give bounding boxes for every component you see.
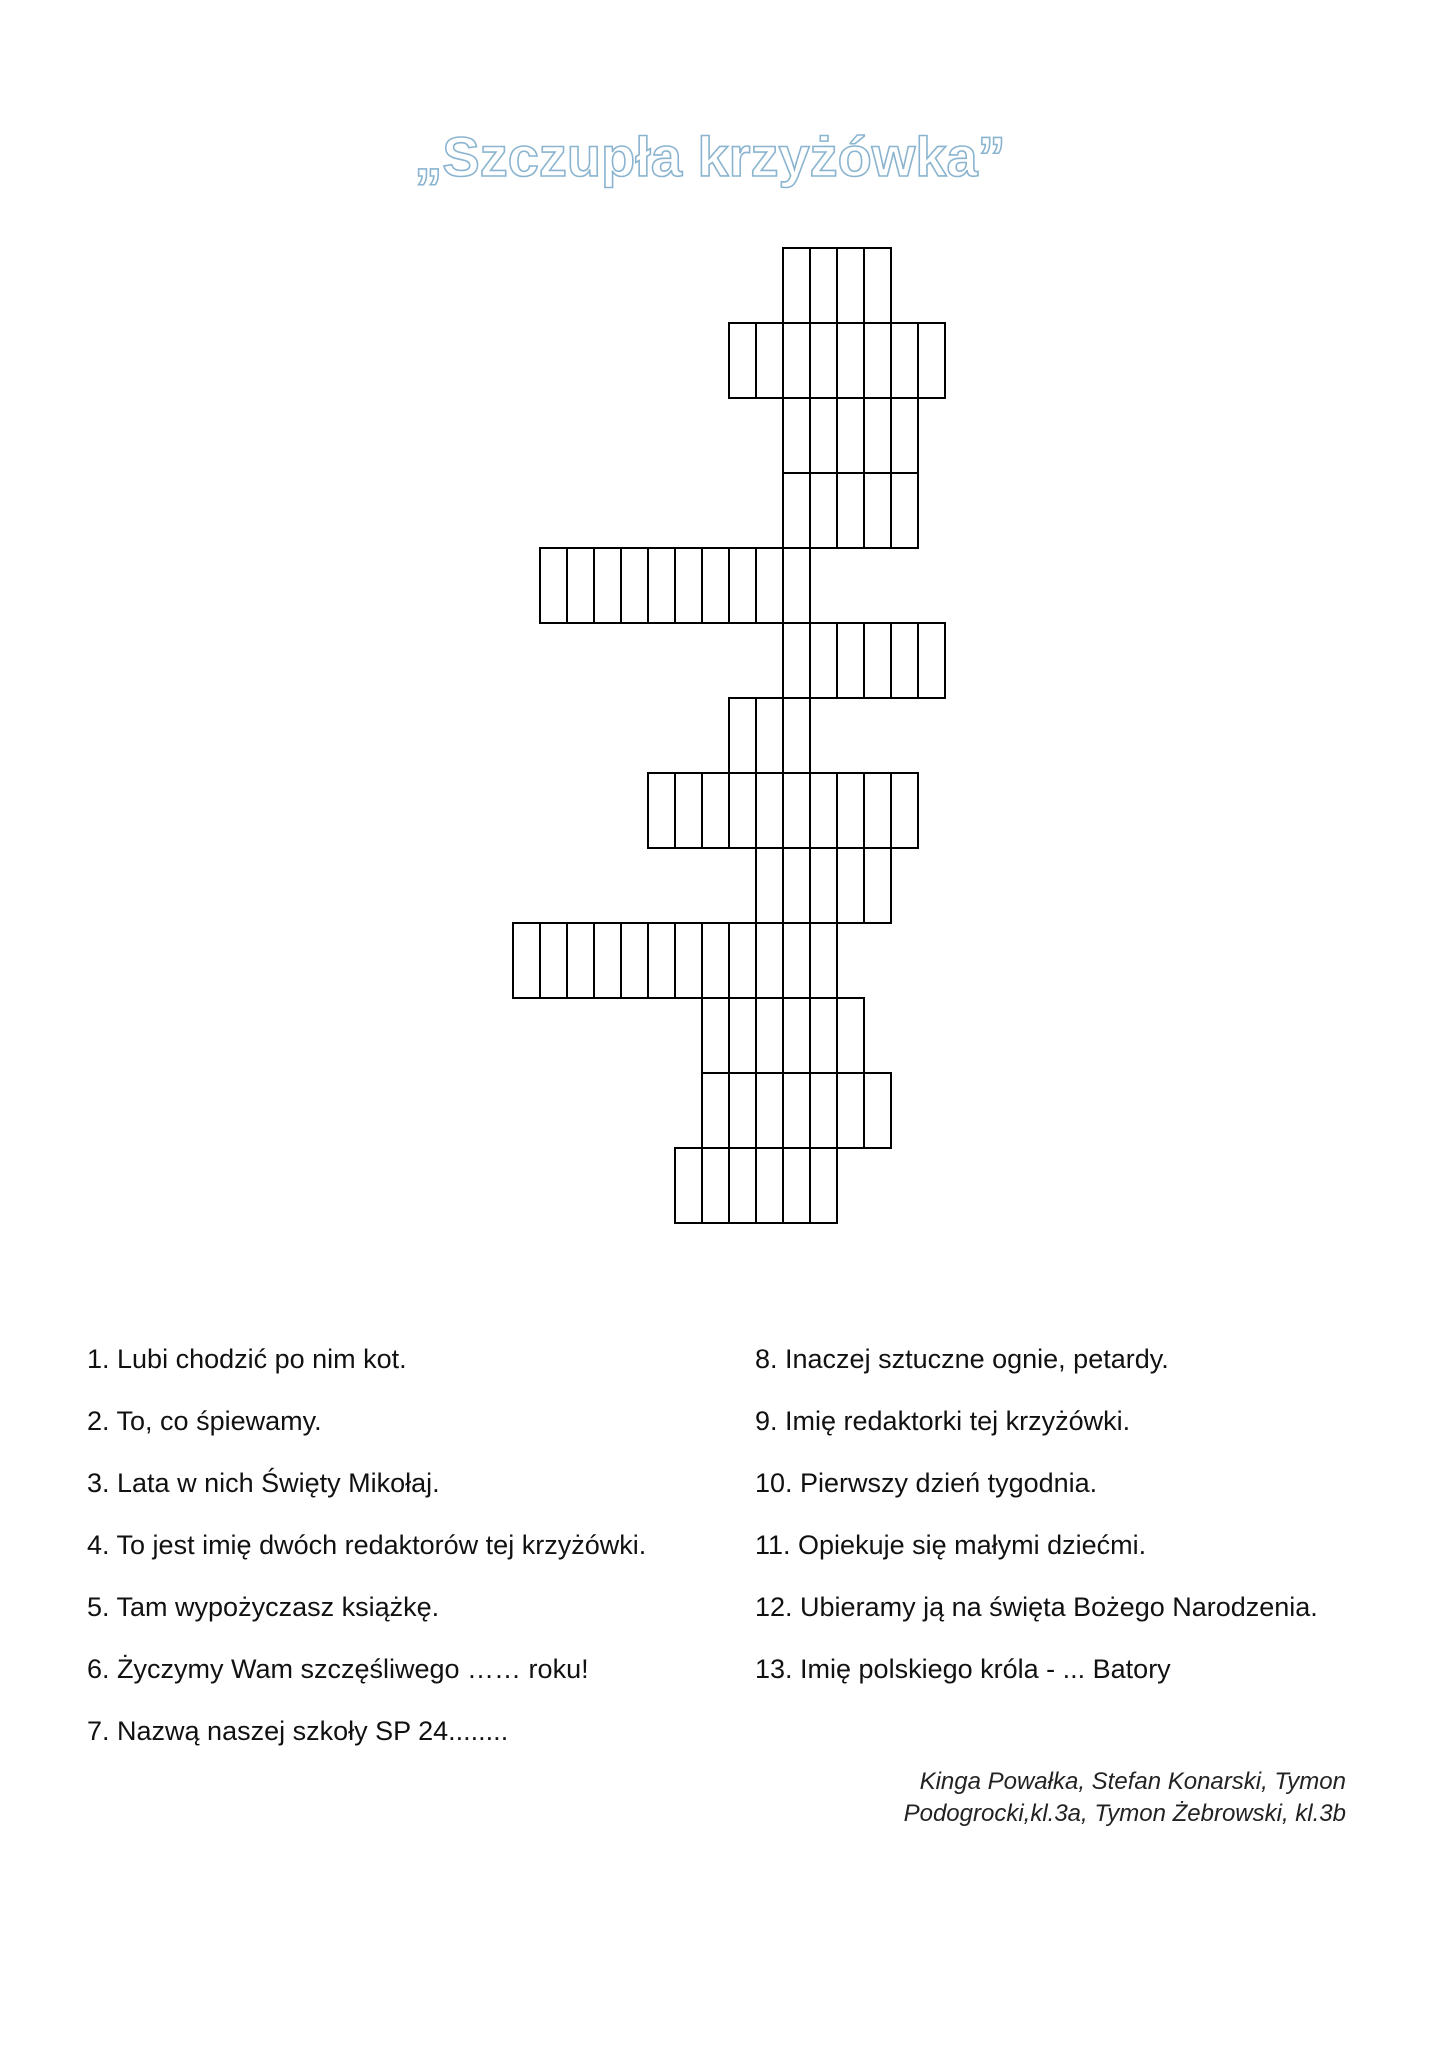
title-text: „Szczupła krzyżówka”: [414, 125, 1006, 188]
clues-left-column: [87, 1340, 667, 1774]
crossword-row-7: [729, 698, 810, 773]
crossword-row-1: [783, 248, 891, 323]
crossword-cell[interactable]: [837, 773, 864, 848]
crossword-cell[interactable]: [864, 848, 891, 923]
clue-8: 8. Inaczej sztuczne ognie, petardy.: [755, 1344, 1169, 1374]
crossword-cell[interactable]: [756, 548, 783, 623]
crossword-cell[interactable]: [810, 773, 837, 848]
crossword-cell[interactable]: [594, 923, 621, 998]
crossword-cell[interactable]: [864, 398, 891, 473]
crossword-cell[interactable]: [729, 1073, 756, 1148]
crossword-cell[interactable]: [702, 1148, 729, 1223]
crossword-cell[interactable]: [891, 398, 918, 473]
crossword-row-11: [702, 998, 864, 1073]
crossword-cell[interactable]: [756, 923, 783, 998]
crossword-cell[interactable]: [702, 998, 729, 1073]
crossword-cell[interactable]: [864, 323, 891, 398]
crossword-row-5: [540, 548, 810, 623]
clue-10: 10. Pierwszy dzień tygodnia.: [755, 1468, 1098, 1498]
crossword-cell[interactable]: [837, 623, 864, 698]
clue-6: 6. Życzymy Wam szczęśliwego …… roku!: [87, 1654, 589, 1684]
clue-5: 5. Tam wypożyczasz książkę.: [87, 1592, 440, 1622]
crossword-cell[interactable]: [648, 548, 675, 623]
crossword-cell[interactable]: [729, 698, 756, 773]
crossword-cell[interactable]: [648, 773, 675, 848]
crossword-cell[interactable]: [756, 1073, 783, 1148]
crossword-cell[interactable]: [756, 773, 783, 848]
crossword-cell[interactable]: [891, 773, 918, 848]
crossword-cell[interactable]: [675, 1148, 702, 1223]
crossword-cell[interactable]: [837, 248, 864, 323]
crossword-cell[interactable]: [783, 848, 810, 923]
crossword-cell[interactable]: [702, 1073, 729, 1148]
crossword-cell[interactable]: [810, 923, 837, 998]
authors-line-2: Podogrocki,kl.3a, Tymon Żebrowski, kl.3b: [903, 1800, 1346, 1827]
crossword-cell[interactable]: [567, 548, 594, 623]
crossword-row-6: [783, 623, 945, 698]
crossword-cell[interactable]: [783, 323, 810, 398]
crossword-cell[interactable]: [837, 848, 864, 923]
clue-3: 3. Lata w nich Święty Mikołaj.: [87, 1468, 440, 1498]
crossword-cell[interactable]: [891, 623, 918, 698]
crossword-cell[interactable]: [864, 623, 891, 698]
crossword-row-8: [648, 773, 918, 848]
crossword-cell[interactable]: [864, 773, 891, 848]
crossword-cell[interactable]: [864, 473, 891, 548]
crossword-cell[interactable]: [783, 473, 810, 548]
crossword-cell[interactable]: [702, 548, 729, 623]
clue-4: 4. To jest imię dwóch redaktorów tej krzyżówki.: [87, 1530, 647, 1560]
clues-right-column: [755, 1340, 1355, 1712]
crossword-cell[interactable]: [567, 923, 594, 998]
crossword-cell[interactable]: [837, 398, 864, 473]
crossword-cell[interactable]: [702, 923, 729, 998]
clue-2: 2. To, co śpiewamy.: [87, 1406, 322, 1436]
crossword-cell[interactable]: [810, 473, 837, 548]
crossword-cell[interactable]: [891, 473, 918, 548]
crossword-cell[interactable]: [864, 248, 891, 323]
clue-7: 7. Nazwą naszej szkoły SP 24........: [87, 1716, 509, 1746]
crossword-cell[interactable]: [513, 923, 540, 998]
crossword-cell[interactable]: [783, 1073, 810, 1148]
crossword-row-4: [783, 473, 918, 548]
crossword-cell[interactable]: [756, 698, 783, 773]
clue-9: 9. Imię redaktorki tej krzyżówki.: [755, 1406, 1131, 1436]
crossword-row-10: [513, 923, 837, 998]
crossword-cell[interactable]: [783, 923, 810, 998]
crossword-cell[interactable]: [810, 323, 837, 398]
clue-13: 13. Imię polskiego króla - ... Batory: [755, 1654, 1171, 1684]
crossword-row-2: [729, 323, 945, 398]
crossword-cell[interactable]: [837, 473, 864, 548]
crossword-cell[interactable]: [729, 323, 756, 398]
crossword-cell[interactable]: [837, 323, 864, 398]
crossword-cell[interactable]: [918, 323, 945, 398]
crossword-cell[interactable]: [648, 923, 675, 998]
crossword-row-12: [702, 1073, 891, 1148]
crossword-cell[interactable]: [756, 1148, 783, 1223]
crossword-cell[interactable]: [621, 923, 648, 998]
crossword-cell[interactable]: [810, 848, 837, 923]
crossword-cell[interactable]: [675, 773, 702, 848]
crossword-cell[interactable]: [729, 923, 756, 998]
crossword-cell[interactable]: [837, 998, 864, 1073]
crossword-cell[interactable]: [810, 1148, 837, 1223]
crossword-cell[interactable]: [810, 398, 837, 473]
crossword-cell[interactable]: [810, 248, 837, 323]
clue-12: 12. Ubieramy ją na święta Bożego Narodzenia.: [755, 1592, 1318, 1622]
crossword-cell[interactable]: [783, 248, 810, 323]
crossword-cell[interactable]: [783, 1148, 810, 1223]
clue-1: 1. Lubi chodzić po nim kot.: [87, 1344, 407, 1374]
crossword-cell[interactable]: [783, 398, 810, 473]
crossword-cell[interactable]: [891, 323, 918, 398]
crossword-cell[interactable]: [783, 698, 810, 773]
crossword-cell[interactable]: [810, 998, 837, 1073]
crossword-cell[interactable]: [702, 773, 729, 848]
crossword-cell[interactable]: [756, 848, 783, 923]
crossword-cell[interactable]: [540, 923, 567, 998]
crossword-cell[interactable]: [621, 548, 648, 623]
crossword-cell[interactable]: [783, 773, 810, 848]
crossword-row-9: [756, 848, 891, 923]
clue-11: 11. Opiekuje się małymi dziećmi.: [755, 1530, 1147, 1560]
crossword-cell[interactable]: [864, 1073, 891, 1148]
crossword-cell[interactable]: [729, 1148, 756, 1223]
crossword-cell[interactable]: [675, 548, 702, 623]
crossword-cell[interactable]: [783, 548, 810, 623]
authors-line-1: Kinga Powałka, Stefan Konarski, Tymon: [919, 1768, 1346, 1795]
crossword-cell[interactable]: [729, 998, 756, 1073]
crossword-row-13: [675, 1148, 837, 1223]
authors-credit: [820, 1766, 1346, 1830]
crossword-cell[interactable]: [837, 1073, 864, 1148]
crossword-cell[interactable]: [756, 323, 783, 398]
crossword-cell[interactable]: [594, 548, 621, 623]
crossword-cell[interactable]: [729, 548, 756, 623]
crossword-cell[interactable]: [783, 998, 810, 1073]
crossword-cell[interactable]: [756, 998, 783, 1073]
crossword-cell[interactable]: [810, 1073, 837, 1148]
crossword-row-3: [783, 398, 918, 473]
crossword-cell[interactable]: [729, 773, 756, 848]
crossword-cell[interactable]: [783, 623, 810, 698]
crossword-cell[interactable]: [810, 623, 837, 698]
crossword-cell[interactable]: [675, 923, 702, 998]
crossword-cell[interactable]: [540, 548, 567, 623]
crossword-cell[interactable]: [918, 623, 945, 698]
